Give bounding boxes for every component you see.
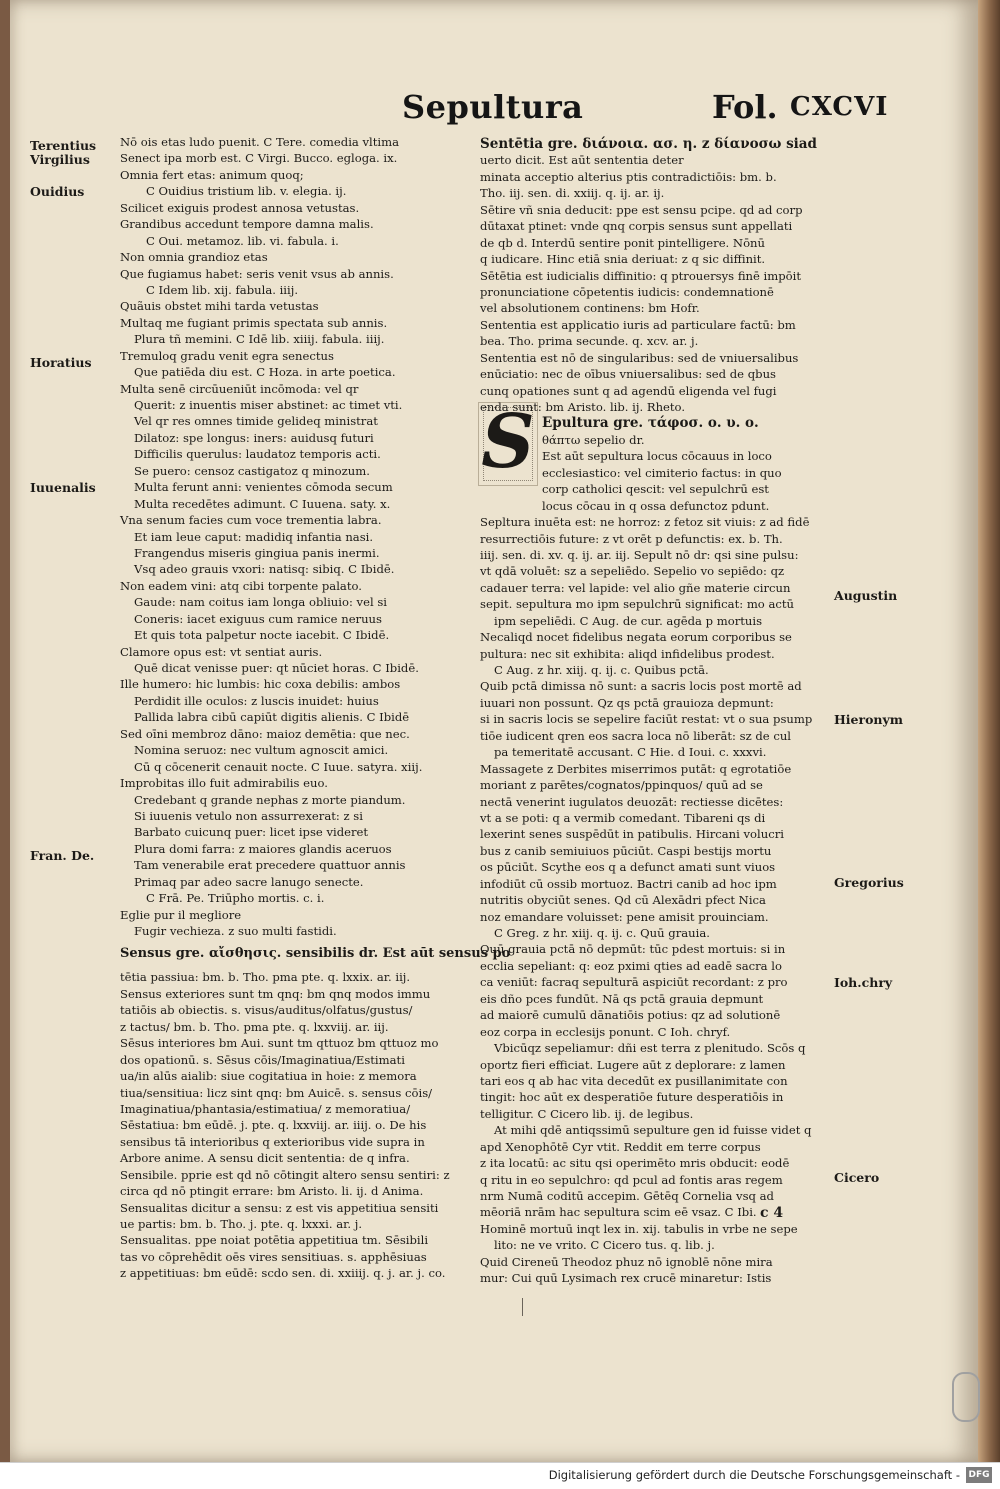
- text-line: resurrectiōis future: z vt orēt p defunctis: ex. b. Th.: [480, 531, 783, 546]
- text-line: Plura tñ memini. C Idē lib. xiiij. fabula. iiij.: [134, 332, 385, 347]
- text-line: circa qd nō ptingit errare: bm Aristo. li. ij. d Anima.: [120, 1184, 424, 1199]
- book-fore-edge: [978, 0, 1000, 1462]
- text-line: Querit: z inuentis miser abstinet: ac timet vti.: [134, 398, 403, 412]
- right-text-column: [480, 136, 830, 1286]
- text-line: telligitur. C Cicero lib. ij. de legibus.: [480, 1106, 694, 1121]
- text-line: Scilicet exiguis prodest annosa vetustas.: [120, 200, 360, 215]
- text-line: Quãuis obstet mihi tarda vetustas: [120, 299, 319, 314]
- text-line: iuuari non possunt. Qz qs pctā grauioza depmunt:: [480, 695, 774, 710]
- text-line: si in sacris locis se sepelire faciūt restat: vt o sua psump: [480, 712, 813, 727]
- text-line: Imaginatiua/phantasia/estimatiua/ z memoratiua/: [120, 1101, 411, 1116]
- text-line: tētia passiua: bm. b. Tho. pma pte. q. lxxix. ar. iij.: [120, 970, 411, 985]
- text-line: Tremuloq gradu venit egra senectus: [120, 348, 334, 363]
- text-line: Plura domi farra: z maiores glandis aceruos: [134, 841, 392, 856]
- text-line: Non eadem vini: atq cibi torpente palato.: [120, 578, 362, 593]
- text-line: Multaq me fugiant primis spectata sub annis.: [120, 315, 388, 330]
- text-line: C Greg. z hr. xiij. q. ij. c. Quū grauia.: [494, 926, 710, 940]
- text-line: tari eos q ab hac vita decedūt ex pusillanimitate con: [480, 1073, 788, 1088]
- text-line: Dilatoz: spe longus: iners: auidusq futuri: [134, 430, 374, 445]
- text-line: Cū q cōcenerit cenauit nocte. C Iuue. satyra. xiij.: [134, 759, 423, 774]
- text-line: Quū grauia pctā nō depmūt: tūc pdest mortuis: si in: [480, 942, 786, 957]
- signature-mark: c 4: [760, 1205, 784, 1221]
- text-line: enūciatio: nec de oībus vniuersalibus: sed de qbus: [480, 367, 776, 382]
- text-line: Quē dicat venisse puer: qt nūciet horas. C Ibidē.: [134, 661, 419, 675]
- text-line: corp catholici qescit: vel sepulchrū est: [542, 482, 769, 497]
- text-line: locus cōcau in q ossa defunctoz pdunt.: [542, 498, 770, 513]
- text-line: C Frā. Pe. Triūpho mortis. c. i.: [146, 891, 325, 906]
- text-line: Vel qr res omnes timide gelideq ministrat: [134, 414, 378, 429]
- text-line: Barbato cuicunq puer: licet ipse videret: [134, 825, 369, 840]
- text-line: ecclesiastico: vel cimiterio factus: in quo: [542, 465, 782, 480]
- text-line: mur: Cui quū Lysimach rex crucē minaretur: Istis: [480, 1271, 772, 1286]
- text-line: C Aug. z hr. xiij. q. ij. c. Quibus pctā.: [494, 663, 709, 677]
- text-line: vel absolutionem continens: bm Hofr.: [480, 301, 700, 316]
- text-line: Sensualitas. ppe noiat potētia appetitiua tm. Sēsibili: [120, 1233, 429, 1248]
- text-line: ad maiorē cumulū dānatiōis potius: qz ad solutionē: [480, 1008, 781, 1023]
- text-line: C Oui. metamoz. lib. vi. fabula. i.: [146, 233, 339, 248]
- text-line: apd Xenophōtē Cyr vtit. Reddit em terre corpus: [480, 1139, 761, 1154]
- text-line: Quib pctā dimissa nō sunt: a sacris locis post mortē ad: [480, 679, 802, 694]
- text-line: lito: ne ve vrito. C Cicero tus. q. lib. j.: [494, 1238, 715, 1253]
- initial-letter: S: [481, 399, 535, 485]
- margin-note: Virgilius: [30, 152, 90, 167]
- text-line: tingit: hoc aūt ex desperatiōe future desperatiōis in: [480, 1090, 784, 1105]
- scan-left-edge: [0, 0, 10, 1488]
- text-line: Et quis tota palpetur nocte iacebit. C Ibidē.: [134, 628, 390, 643]
- footer-credit: Digitalisierung gefördert durch die Deutsche Forschungsgemeinschaft -: [548, 1468, 960, 1482]
- text-line: Difficilis querulus: laudatoz temporis acti.: [134, 447, 381, 462]
- text-line: Multa ferunt anni: venientes cōmoda secum: [134, 480, 393, 495]
- text-line: ca veniūt: facraq sepulturā aspiciūt recordant: z pro: [480, 975, 788, 990]
- text-line: Si iuuenis vetulo non assurrexerat: z si: [134, 808, 363, 823]
- text-line: q ritu in eo sepulchro: qd pcul ad fontis aras regem: [480, 1172, 783, 1187]
- text-line: uerto dicit. Est aūt sententia deter: [480, 153, 684, 168]
- text-line: infodiūt cū ossib mortuoz. Bactri canib ad hoc ipm: [480, 876, 777, 891]
- text-line: oportz fieri efficiat. Lugere aūt z deplorare: z lamen: [480, 1057, 786, 1072]
- text-line: Sensus gre. αἴσθησις. sensibilis dr. Est aūt sensus po: [120, 946, 511, 962]
- text-line: Sensus exteriores sunt tm qnq: bm qnq modos immu: [120, 986, 431, 1001]
- text-line: nrm Numā coditū accepim. Gētēq Cornelia vsq ad: [480, 1189, 774, 1203]
- text-line: C Ouidius tristium lib. v. elegia. ij.: [146, 184, 347, 199]
- text-line: vt a se poti: q a vermib comedant. Tibareni qs di: [480, 810, 766, 825]
- text-line: vt qdā voluēt: sz a sepeliēdo. Sepelio vo sepiēdo: qz: [480, 564, 785, 579]
- text-line: Sensualitas dicitur a sensu: z est vis appetitiua sensiti: [120, 1200, 439, 1215]
- text-line: nectā venerint iugulatos deuozāt: rectiesse dicētes:: [480, 794, 784, 809]
- text-line: At mihi qdē antiqssimū sepulture gen id fuisse videt q: [494, 1123, 812, 1138]
- text-line: enda sunt: bm Aristo. lib. ij. Rheto.: [480, 400, 686, 414]
- text-line: Non omnia grandioz etas: [120, 250, 268, 265]
- text-line: Multa recedētes adimunt. C Iuuena. saty. x.: [134, 496, 391, 511]
- text-line: Se puero: censoz castigatoz q minozum.: [134, 463, 370, 478]
- folio-number: CXCVI: [790, 92, 889, 122]
- text-line: lexerint senes suspēdūt in patibulis. Hircani volucri: [480, 827, 784, 842]
- text-line: cunq opationes sunt q ad agendū eligenda vel fugi: [480, 383, 777, 398]
- text-line: noz emandare voluisset: pene amisit prouinciam.: [480, 909, 769, 924]
- page-clip: [952, 1372, 980, 1422]
- margin-note: Ioh.chry: [834, 975, 893, 990]
- text-line: Arbore anime. A sensu dicit sententia: de q infra.: [120, 1151, 410, 1166]
- text-line: Sēstatiua: bm eūdē. j. pte. q. lxxviij. ar. iiij. o. De his: [120, 1118, 427, 1133]
- margin-note: Hieronym: [834, 712, 904, 727]
- footer-bar: [0, 1462, 1000, 1489]
- text-line: minata acceptio alterius ptis contradictiōis: bm. b.: [480, 169, 777, 184]
- left-text-column: [120, 134, 511, 1281]
- text-line: z tactus/ bm. b. Tho. pma pte. q. lxxviij. ar. iij.: [120, 1019, 389, 1034]
- margin-note: Augustin: [834, 588, 898, 603]
- text-line: Quid Cireneū Theodoz phuz nō ignoblē nōne mira: [480, 1254, 773, 1269]
- margin-note: Ouidius: [30, 184, 85, 199]
- text-line: Omnia fert etas: animum quoq;: [120, 167, 304, 182]
- text-line: ua/in alūs aialib: siue cogitatiua in hoie: z memora: [120, 1069, 417, 1084]
- text-line: Sententia est applicatio iuris ad particulare factū: bm: [480, 317, 796, 332]
- text-line: θάπτω sepelio dr.: [542, 432, 645, 447]
- text-line: Est aūt sepultura locus cōcauus in loco: [542, 449, 772, 464]
- text-line: sepit. sepultura mo ipm sepulchrū significat: mo actū: [480, 597, 795, 612]
- text-line: eoz corpa in ecclesijs ponunt. C Ioh. chryf.: [480, 1024, 731, 1039]
- text-line: Tam venerabile erat precedere quattuor annis: [134, 858, 406, 873]
- text-line: tiōe iudicent qren eos sacra loca nō liberāt: sz de cul: [480, 728, 792, 743]
- text-line: Eglie pur il megliore: [120, 907, 242, 922]
- text-line: Sētētia est iudicialis diffinitio: q ptrouersys finē impōit: [480, 268, 802, 283]
- text-line: Primaq par adeo sacre lanugo senecte.: [134, 874, 364, 889]
- text-line: Coneris: iacet exiguus cum ramice neruus: [134, 611, 382, 626]
- text-line: sensibus tā interioribus q exterioribus vide supra in: [120, 1134, 425, 1149]
- text-line: Sentētia gre. διάνοια. ασ. η. z δίανοσω siad: [480, 136, 817, 152]
- text-line: Sepltura inuēta est: ne horroz: z fetoz sit viuis: z ad fidē: [480, 515, 810, 530]
- text-line: Credebant q grande nephas z morte piandum.: [134, 792, 406, 807]
- text-line: pronunciatione cōpetentis iudicis: condemnationē: [480, 284, 774, 299]
- text-line: z appetitiuas: bm eūdē: scdo sen. di. xxiiij. q. j. ar. j. co.: [120, 1266, 446, 1281]
- text-line: pa temeritatē accusant. C Hie. d Ioui. c. xxxvi.: [494, 745, 767, 760]
- text-line: pultura: nec sit exhibita: aliqd infidelibus prodest.: [480, 646, 775, 661]
- text-line: bea. Tho. prima secunde. q. xcv. ar. j.: [480, 334, 699, 349]
- text-line: mēoriā nrām hac sepultura scim eē vsaz. C Ibi.: [480, 1205, 757, 1220]
- text-line: Fugir vechieza. z suo multi fastidi.: [134, 924, 337, 938]
- text-line: Sententia est nō de singularibus: sed de vniuersalibus: [480, 350, 799, 365]
- text-line: iiij. sen. di. xv. q. ij. ar. iij. Sepult nō dr: qsi sine pulsu:: [480, 547, 799, 562]
- running-head-title: Sepultura: [402, 88, 584, 126]
- text-line: dos opationū. s. Sēsus cōis/Imaginatiua/Estimati: [120, 1052, 405, 1067]
- dfg-logo: DFG: [966, 1467, 992, 1483]
- text-line: Que patiēda diu est. C Hoza. in arte poetica.: [134, 365, 396, 380]
- text-line: cadauer terra: vel lapide: vel alio gñe materie circun: [480, 580, 791, 595]
- margin-note: Fran. De.: [30, 848, 95, 863]
- text-line: ue partis: bm. b. Tho. j. pte. q. lxxxi. ar. j.: [120, 1217, 363, 1231]
- text-line: Multa senē circūueniūt incōmoda: vel qr: [120, 381, 359, 396]
- text-line: Que fugiamus habet: seris venit vsus ab annis.: [120, 266, 394, 281]
- text-line: Gaude: nam coitus iam longa obliuio: vel si: [134, 595, 388, 610]
- text-line: Ille humero: hic lumbis: hic coxa debilis: ambos: [120, 677, 401, 692]
- text-line: Vsq adeo grauis vxori: natisq: sibiq. C Ibidē.: [134, 562, 395, 577]
- margin-note: Horatius: [30, 355, 92, 370]
- text-line: Perdidit ille oculos: z luscis inuidet: huius: [134, 693, 379, 708]
- text-line: Grandibus accedunt tempore damna malis.: [120, 217, 374, 232]
- text-line: Pallida labra cibū capiūt digitis alienis. C Ibidē: [134, 710, 410, 725]
- text-line: Nomina seruoz: nec vultum agnoscit amici.: [134, 743, 389, 758]
- margin-note: Terentius: [30, 138, 97, 153]
- text-line: ecclia sepeliant: q: eoz pximi qties ad eadē sacra lo: [480, 958, 782, 973]
- scan-mark: [522, 1298, 523, 1316]
- text-line: z ita locatū: ac situ qsi operimēto mris obducit: eodē: [480, 1156, 790, 1171]
- text-line: Clamore opus est: vt sentiat auris.: [120, 644, 323, 659]
- text-line: Epultura gre. τάφοσ. ο. υ. ο.: [542, 415, 759, 432]
- text-line: Frangendus miseris gingiua panis inermi.: [134, 545, 380, 560]
- text-line: ipm sepeliēdi. C Aug. de cur. agēda p mortuis: [494, 613, 763, 628]
- folio-label: Fol.: [712, 88, 778, 126]
- text-line: bus z canib semiuiuos pūciūt. Caspi bestijs mortu: [480, 843, 772, 858]
- text-line: Senect ipa morb est. C Virgi. Bucco. egloga. ix.: [120, 151, 398, 166]
- text-line: C Idem lib. xij. fabula. iiij.: [146, 282, 299, 297]
- text-line: Hominē mortuū inqt lex in. xij. tabulis in vrbe ne sepe: [480, 1221, 798, 1236]
- text-line: tas vo cōprehēdit oēs vires sensitiuas. s. apphēsiuas: [120, 1249, 427, 1264]
- margin-note: Gregorius: [834, 875, 904, 890]
- text-line: moriant z parētes/cognatos/ppinquos/ quū ad se: [480, 778, 763, 793]
- text-line: Vna senum facies cum voce trementia labra.: [120, 513, 382, 528]
- text-line: Sētire vñ snia deducit: ppe est sensu pcipe. qd ad corp: [480, 202, 803, 217]
- text-line: Massagete z Derbites miserrimos putāt: q egrotatiōe: [480, 761, 792, 776]
- text-line: Nō ois etas ludo puenit. C Tere. comedia vltima: [120, 135, 400, 149]
- text-line: tiua/sensitiua: licz sint qnq: bm Auicē. s. sensus cōis/: [120, 1085, 433, 1100]
- text-line: Sed oīni membroz dāno: maioz demētia: que nec.: [120, 726, 410, 741]
- text-line: os pūciūt. Scythe eos q a defunct amati sunt viuos: [480, 860, 776, 875]
- text-line: Sensibile. pprie est qd nō cōtingit altero sensu sentiri: z: [120, 1167, 450, 1182]
- text-line: Sēsus interiores bm Aui. sunt tm qttuoz bm qttuoz mo: [120, 1036, 439, 1051]
- text-line: eis dño pces fundūt. Nā qs pctā grauia depmunt: [480, 991, 764, 1006]
- text-line: Vbicūqz sepeliamur: dñi est terra z plenitudo. Scōs q: [494, 1041, 806, 1056]
- margin-note: Iuuenalis: [30, 480, 96, 495]
- text-line: Necaliqd nocet fidelibus negata eorum corporibus se: [480, 630, 792, 645]
- text-line: dūtaxat ptinet: vnde qnq corpis sensus sunt appellati: [480, 219, 793, 234]
- text-line: Improbitas illo fuit admirabilis euo.: [120, 776, 328, 791]
- text-line: q iudicare. Hinc etiā snia deriuat: z q sic diffinit.: [480, 252, 766, 267]
- margin-note: Cicero: [834, 1170, 880, 1185]
- text-line: Et iam leue caput: madidiq infantia nasi.: [134, 529, 374, 544]
- text-line: Tho. iij. sen. di. xxiij. q. ij. ar. ij.: [480, 186, 665, 201]
- text-line: tatiōis ab obiectis. s. visus/auditus/olfatus/gustus/: [120, 1003, 413, 1018]
- text-line: de qb d. Interdū sentire ponit pintelligere. Nōnū: [480, 235, 765, 250]
- text-line: nutritis obyciūt senes. Qd cū Alexādri pfect Nica: [480, 893, 766, 908]
